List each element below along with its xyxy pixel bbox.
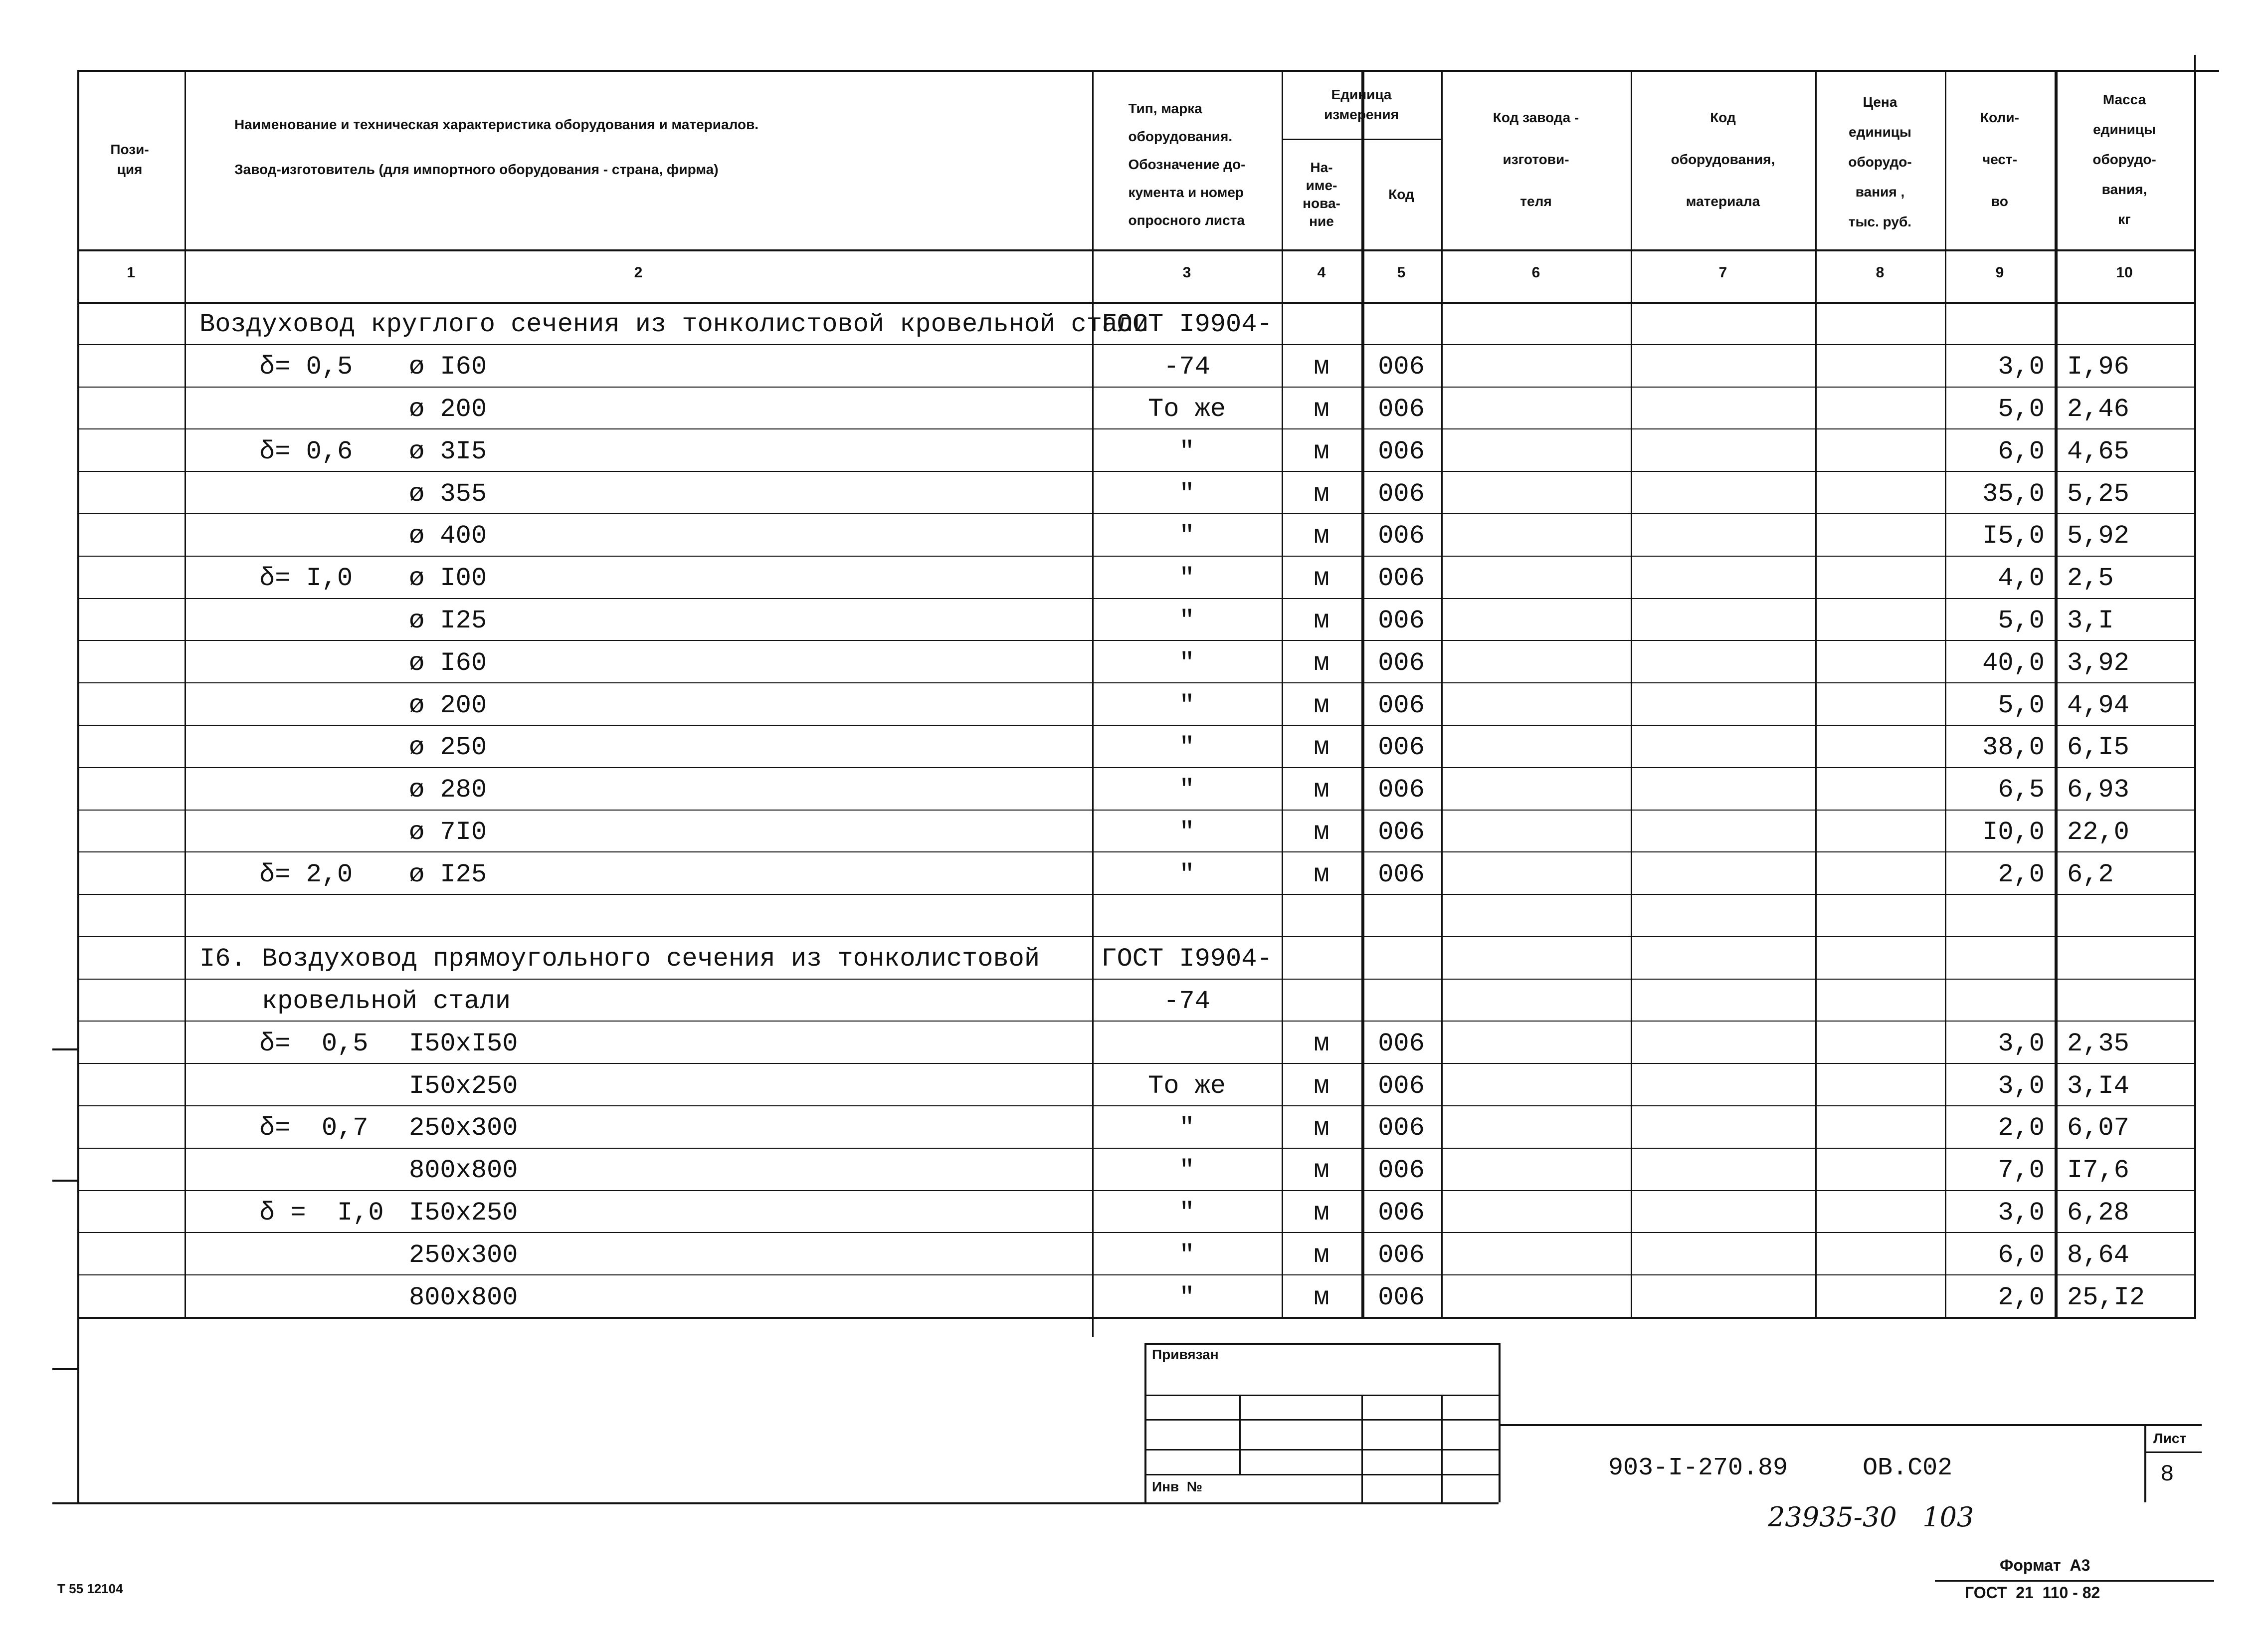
stamp-sheet-number: 8 [2160,1461,2174,1487]
row-unit: м [1314,690,1329,720]
row-unit: м [1314,1282,1329,1312]
row-unit-code: 006 [1378,1240,1425,1270]
row-size: 800x800 [409,1156,518,1186]
margin-tick [52,1368,77,1370]
row-unit-code: 006 [1378,648,1425,678]
row-size: ø 3I5 [409,436,487,466]
body-bottom [77,1317,2196,1319]
row-quantity: 3,0 [1998,1029,2045,1058]
row-line [77,428,2194,429]
row-line [77,767,2194,768]
stamp-line [1499,1424,2202,1426]
row-unit-code: 006 [1378,817,1425,847]
row-line [77,725,2194,726]
header-type: Тип, марка оборудования. Обозначение до- кумента и номер опросного листа [1128,101,1246,228]
row-unit: м [1314,1113,1329,1143]
row-size: 250x300 [409,1240,518,1270]
row-size: ø 7I0 [409,817,487,847]
row-quantity: 35,0 [1982,479,2045,509]
column-line [1631,70,1632,1317]
row-size: ø I00 [409,564,487,594]
row-line [77,387,2194,388]
column-line [1441,70,1443,1317]
stamp-line [1144,1343,1146,1502]
row-quantity: 40,0 [1982,648,2045,678]
row-unit: м [1314,1071,1329,1101]
row-unit-code: 006 [1378,436,1425,466]
row-quantity: 5,0 [1998,394,2045,424]
row-mass: I7,6 [2067,1156,2129,1186]
row-size: ø 200 [409,394,487,424]
row-line [77,979,2194,980]
row-type: " [1179,521,1195,551]
row-unit: м [1314,479,1329,509]
header-bottom [77,249,2194,251]
column-line [1815,70,1817,1317]
row-quantity: 6,5 [1998,775,2045,805]
row-unit: м [1314,436,1329,466]
row-line [77,894,2194,895]
row-line [77,1232,2194,1233]
row-type: " [1179,606,1195,635]
row-quantity: 6,0 [1998,436,2045,466]
column-number: 8 [1876,264,1885,281]
header-price: Цена единицы оборудо- вания , тыс. руб. [1848,94,1912,229]
row-type: " [1179,690,1195,720]
column-line [1092,1317,1094,1337]
row-unit: м [1314,817,1329,847]
row-thickness: δ= 2,0 [259,859,353,889]
row-unit: м [1314,648,1329,678]
row-mass: 22,0 [2067,817,2129,847]
row-type: " [1179,1282,1195,1312]
row-type: " [1179,1156,1195,1186]
column-number: 2 [634,264,643,281]
stamp-line [1144,1419,1500,1421]
stamp-line [1144,1395,1500,1396]
row-unit-code: 006 [1378,1198,1425,1228]
frame-left [77,70,79,1502]
row-mass: I,96 [2067,352,2129,382]
row-line [77,598,2194,599]
row-line [77,513,2194,514]
row-mass: 6,93 [2067,775,2129,805]
row-unit-code: 006 [1378,733,1425,763]
header-position: Пози- ция [110,142,149,177]
row-mass: 8,64 [2067,1240,2129,1270]
column-number: 5 [1397,264,1406,281]
column-number: 10 [2116,264,2133,281]
row-unit-code: 006 [1378,521,1425,551]
row-mass: 25,I2 [2067,1282,2145,1312]
header-quantity: Коли- чест- во [1980,110,2019,209]
row-thickness: δ= 0,5 [259,1029,369,1058]
row-quantity: 3,0 [1998,1071,2045,1101]
header-name-line1: Наименование и техническая характеристика оборудования и материалов. [234,117,759,132]
footer-gost: ГОСТ 21 110 - 82 [1965,1584,2100,1602]
header-name-line2: Завод-изготовитель (для импортного оборудования - страна, фирма) [234,162,719,177]
row-quantity: 5,0 [1998,690,2045,720]
row-line [77,1148,2194,1149]
column-number: 7 [1718,264,1727,281]
row-mass: 2,46 [2067,394,2129,424]
stamp-line [2144,1451,2202,1453]
row-name: Воздуховод круглого сечения из тонколистовой кровельной стали [199,310,1149,340]
row-unit: м [1314,1156,1329,1186]
row-quantity: 7,0 [1998,1156,2045,1186]
row-mass: 3,I4 [2067,1071,2129,1101]
row-mass: 6,28 [2067,1198,2129,1228]
row-line [77,1021,2194,1022]
row-size: ø I25 [409,606,487,635]
row-quantity: 3,0 [1998,352,2045,382]
row-unit: м [1314,1029,1329,1058]
row-size: ø I60 [409,648,487,678]
row-size: I50xI50 [409,1029,518,1058]
row-size: ø 400 [409,521,487,551]
row-line [77,1063,2194,1064]
row-type: " [1179,436,1195,466]
row-size: ø I25 [409,859,487,889]
row-mass: 6,2 [2067,859,2114,889]
row-line [77,640,2194,641]
row-type: " [1179,775,1195,805]
row-line [77,682,2194,683]
column-line [2055,70,2058,1317]
row-size: ø 200 [409,690,487,720]
row-unit-code: 006 [1378,1029,1425,1058]
stamp-sheet-label: Лист [2153,1431,2187,1446]
row-unit-code: 006 [1378,352,1425,382]
row-type: -74 [1163,987,1210,1017]
row-size: ø 355 [409,479,487,509]
row-thickness: δ= I,0 [259,564,353,594]
row-type: " [1179,817,1195,847]
row-mass: 4,65 [2067,436,2129,466]
row-unit: м [1314,352,1329,382]
stamp-line [1361,1395,1363,1502]
stamp-inv-no: Инв № [1152,1479,1203,1494]
row-unit-code: 006 [1378,606,1425,635]
row-type: " [1179,1113,1195,1143]
row-unit-code: 006 [1378,690,1425,720]
footer-left-code: Т 55 12104 [57,1581,123,1596]
footer-format: Формат А3 [2000,1556,2090,1574]
row-unit-code: 006 [1378,775,1425,805]
row-mass: 5,25 [2067,479,2129,509]
row-type: " [1179,733,1195,763]
header-unit: Единица измерения [1324,87,1399,122]
stamp-line [1144,1474,1500,1475]
frame-bottom [52,1502,1499,1504]
row-quantity: 5,0 [1998,606,2045,635]
row-mass: 6,I5 [2067,733,2129,763]
row-quantity: 6,0 [1998,1240,2045,1270]
row-quantity: 38,0 [1982,733,2045,763]
numbers-bottom [77,302,2194,304]
margin-tick [52,1180,77,1182]
row-line [77,1190,2194,1191]
row-quantity: 2,0 [1998,1113,2045,1143]
row-unit: м [1314,775,1329,805]
row-quantity: 3,0 [1998,1198,2045,1228]
row-size: ø 250 [409,733,487,763]
column-line [185,70,186,1317]
row-unit: м [1314,564,1329,594]
stamp-line [1144,1343,1500,1345]
row-mass: 4,94 [2067,690,2129,720]
row-type: " [1179,1198,1195,1228]
row-quantity: 2,0 [1998,859,2045,889]
row-line [77,810,2194,811]
row-quantity: 4,0 [1998,564,2045,594]
column-number: 9 [1995,264,2004,281]
frame-corner-mark [2194,55,2196,70]
row-unit: м [1314,859,1329,889]
stamp-privyazan: Привязан [1152,1347,1219,1362]
row-unit-code: 006 [1378,1071,1425,1101]
row-type: " [1179,564,1195,594]
row-thickness: δ = I,0 [259,1198,384,1228]
row-unit: м [1314,1240,1329,1270]
column-number: 4 [1317,264,1326,281]
frame-top [77,70,2219,72]
row-unit: м [1314,394,1329,424]
row-type: " [1179,859,1195,889]
margin-tick [52,1048,77,1050]
stamp-line [1144,1449,1500,1450]
row-thickness: δ= 0,7 [259,1113,369,1143]
row-size: 250x300 [409,1113,518,1143]
row-line [77,1105,2194,1106]
row-type: " [1179,479,1195,509]
row-line [77,344,2194,345]
row-mass: 3,I [2067,606,2114,635]
row-thickness: δ= 0,5 [259,352,353,382]
row-unit-code: 006 [1378,479,1425,509]
row-type: " [1179,1240,1195,1270]
stamp-doc-code: 903-I-270.89 OB.C02 [1608,1454,1953,1482]
row-type: ГОСТ I9904- [1101,944,1273,974]
header-unit-name: На- име- нова- ние [1303,160,1340,229]
row-line [77,851,2194,852]
row-mass: 5,92 [2067,521,2129,551]
row-unit-code: 006 [1378,564,1425,594]
row-type: -74 [1163,352,1210,382]
row-line [77,1274,2194,1275]
row-line [77,471,2194,472]
row-size: ø I60 [409,352,487,382]
row-size: I50x250 [409,1071,518,1101]
column-number: 3 [1182,264,1191,281]
header-factory-code: Код завода - изготови- теля [1493,110,1579,209]
row-unit-code: 006 [1378,1113,1425,1143]
row-type: ГОСТ I9904- [1101,310,1273,340]
row-unit-code: 006 [1378,394,1425,424]
stamp-line [1239,1395,1241,1474]
stamp-line [2144,1424,2146,1502]
row-unit: м [1314,521,1329,551]
row-type: То же [1147,394,1226,424]
stamp-line [1441,1395,1443,1502]
header-equipment-code: Код оборудования, материала [1671,110,1775,209]
row-name: I6. Воздуховод прямоугольного сечения из тонколистовой [199,944,1040,974]
handwritten-number: 23935-30 103 [1768,1501,1974,1533]
row-mass: 6,07 [2067,1113,2129,1143]
header-unit-code: Код [1388,187,1414,202]
header-mass: Масса единицы оборудо- вания, кг [2092,92,2156,227]
column-number: 6 [1531,264,1540,281]
footer-line [1935,1580,2214,1582]
row-mass: 2,5 [2067,564,2114,594]
row-thickness: δ= 0,6 [259,436,353,466]
row-unit: м [1314,1198,1329,1228]
column-number: 1 [127,264,135,281]
row-size: I50x250 [409,1198,518,1228]
row-mass: 3,92 [2067,648,2129,678]
row-mass: 2,35 [2067,1029,2129,1058]
stamp-line [1499,1343,1501,1502]
row-line [77,556,2194,557]
row-unit-code: 006 [1378,1156,1425,1186]
row-line [77,936,2194,937]
row-unit: м [1314,733,1329,763]
row-size: ø 280 [409,775,487,805]
row-size: 800x800 [409,1282,518,1312]
row-unit: м [1314,606,1329,635]
row-type: То же [1147,1071,1226,1101]
row-unit-code: 006 [1378,859,1425,889]
row-quantity: 2,0 [1998,1282,2045,1312]
row-unit-code: 006 [1378,1282,1425,1312]
row-quantity: I0,0 [1982,817,2045,847]
row-type: " [1179,648,1195,678]
row-name: кровельной стали [199,987,511,1017]
row-quantity: I5,0 [1982,521,2045,551]
frame-right [2194,70,2196,1318]
